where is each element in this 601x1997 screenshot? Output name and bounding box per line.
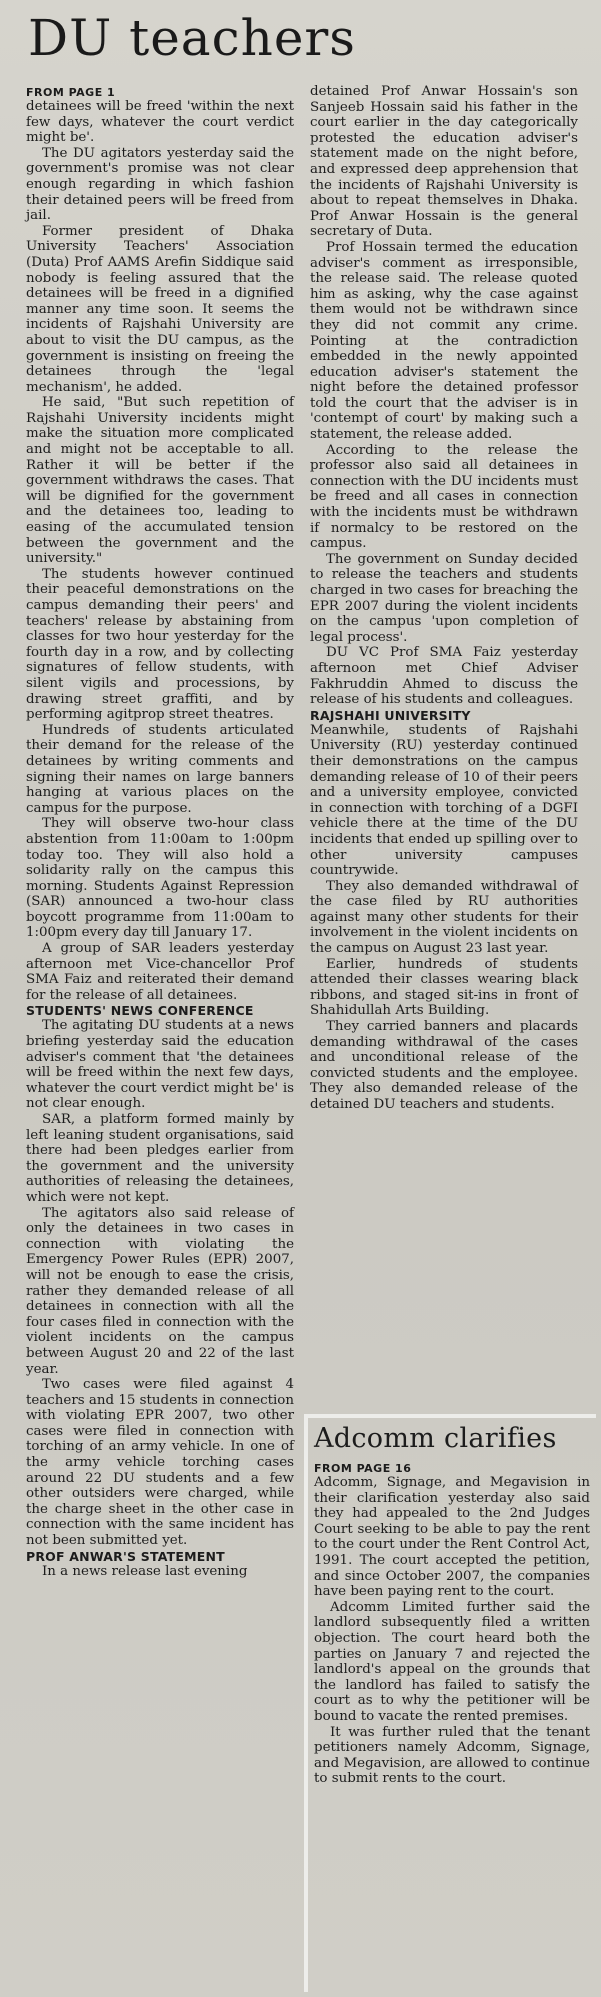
- subhead-news-conference: STUDENTS' NEWS CONFERENCE: [26, 1003, 254, 1019]
- paragraph: The DU agitators yesterday said the government's promise was not clear enough regarding in which fashion their detained peers will be freed from jail.: [26, 145, 294, 224]
- paragraph: They will observe two-hour class abstention from 11:00am to 1:00pm today too. They will also hold a solidarity rally on the campus this morning. Students Against Repression (SAR) announced a two-hour class boycott programme from 11:00am to 1:00pm every day till January 17.: [26, 816, 294, 941]
- paragraph: Meanwhile, students of Rajshahi University (RU) yesterday continued their demonstrations on the campus demanding release of 10 of their peers and a university employee, convicted in connection with torching of a DGFI vehicle there at the time of the DU incidents that ended up spilling over to other university campuses countrywide.: [310, 722, 578, 879]
- paragraph: The agitators also said release of only the detainees in two cases in connection with violating the Emergency Power Rules (EPR) 2007, will not be enough to ease the crisis, rather they demanded release of all detainees in connection with all the four cases filed in connection with the violent incidents on the campus between August 20 and 22 of the last year.: [26, 1205, 294, 1377]
- paragraph: Adcomm Limited further said the landlord subsequently filed a written objection. The court heard both the parties on January 7 and rejected the landlord's appeal on the grounds that the landlord has failed to satisfy the court as to why the petitioner will be bound to vacate the rented premises.: [314, 1599, 590, 1724]
- paragraph: Earlier, hundreds of students attended their classes wearing black ribbons, and staged sit-ins in front of Shahidullah Arts Building.: [310, 956, 578, 1019]
- paragraph: detained Prof Anwar Hossain's son Sanjeeb Hossain said his father in the court earlier in the day categorically protested the education adviser's statement made on the night before, and expressed deep apprehension that the incidents of Rajshahi University is about to repeat themselves in Dhaka. Prof Anwar Hossain is the general secretary of Duta.: [310, 84, 578, 240]
- adcomm-article: [314, 1422, 590, 1787]
- paragraph: They also demanded withdrawal of the case filed by RU authorities against many other students for their involvement in the violent incidents on the campus on August 23 last year.: [310, 878, 578, 957]
- paragraph: He said, "But such repetition of Rajshahi University incidents might make the situation more complicated and might not be acceptable to all. Rather it will be better if the government withdraws the cases. That will be dignified for the government and the detainees too, leading to easing of the accumulated tension between the government and the university.": [26, 395, 294, 567]
- paragraph: A group of SAR leaders yesterday afternoon met Vice-chancellor Prof SMA Faiz and reiterated their demand for the release of all detainees.: [26, 941, 294, 1003]
- paragraph: DU VC Prof SMA Faiz yesterday afternoon met Chief Adviser Fakhruddin Ahmed to discuss the release of his students and colleagues.: [310, 645, 578, 708]
- article-right-column: [310, 84, 578, 1113]
- article-left-column: [26, 86, 294, 1579]
- paragraph: They carried banners and placards demanding withdrawal of the cases and unconditional release of the convicted students and the employee. They also demanded release of the detained DU teachers and students.: [310, 1019, 578, 1112]
- adcomm-article-box: [304, 1414, 596, 1992]
- paragraph: The students however continued their peaceful demonstrations on the campus demanding their peers' and teachers' release by abstaining from classes for two hour yesterday for the fourth day in a row, and by collecting signatures of fellow students, with silent vigils and processions, by drawing street graffiti, and by performing agitprop street theatres.: [26, 566, 294, 723]
- paragraph: Prof Hossain termed the education adviser's comment as irresponsible, the release said. The release quoted him as asking, why the case against them would not be withdrawn since they did not commit any crime. Pointing at the contradiction embedded in the newly appointed education adviser's statement the night before the detained professor told the court that the adviser is in 'contempt of court' by making such a statement, the release added.: [310, 239, 578, 443]
- paragraph: In a news release last evening: [42, 1563, 248, 1579]
- paragraph: SAR, a platform formed mainly by left leaning student organisations, said there had been pledges earlier from the government and the university authorities of releasing the detainees, which were not kept.: [26, 1112, 294, 1205]
- subhead-prof-anwar-statement: PROF ANWAR'S STATEMENT: [26, 1548, 225, 1564]
- paragraph: According to the release the professor also said all detainees in connection with the DU incidents must be freed and all cases in connection with the incidents must be withdrawn if normalcy to be restored on the campus.: [310, 442, 578, 552]
- paragraph: detainees will be freed 'within the next few days, whatever the court verdict might be'.: [26, 99, 294, 146]
- subhead-rajshahi-university: RAJSHAHI UNIVERSITY: [310, 707, 471, 723]
- paragraph: The agitating DU students at a news briefing yesterday said the education adviser's comment that 'the detainees will be freed within the next few days, whatever the court verdict might be' is not clear enough.: [26, 1018, 294, 1112]
- headline: DU teachers: [28, 9, 356, 67]
- paragraph: Two cases were filed against 4 teachers and 15 students in connection with violating EPR 2007, two other cases were filed in connection with torching of an army vehicle. In one of the army vehicle torching cases around 22 DU students and a few other outsiders were charged, while the charge sheet in the other case in connection with the same incident has not been submitted yet.: [26, 1377, 294, 1549]
- adcomm-headline: Adcomm clarifies: [314, 1423, 557, 1454]
- adcomm-kicker: FROM PAGE 16: [314, 1462, 412, 1475]
- paragraph: The government on Sunday decided to release the teachers and students charged in two cases for breaching the EPR 2007 during the violent incidents on the campus 'upon completion of legal process'.: [310, 551, 578, 645]
- continuation-kicker: FROM PAGE 1: [26, 86, 116, 99]
- paragraph: Hundreds of students articulated their demand for the release of the detainees by writing comments and signing their names on large banners hanging at various places on the campus for the purpose.: [26, 722, 294, 816]
- paragraph: Former president of Dhaka University Teachers' Association (Duta) Prof AAMS Arefin Siddique said nobody is feeling assured that the detainees will be freed in a dignified manner any time soon. It seems the incidents of Rajshahi University are about to visit the DU campus, as the government is insisting on freeing the detainees through the 'legal mechanism', he added.: [26, 223, 294, 395]
- paragraph: Adcomm, Signage, and Megavision in their clarification yesterday also said they had appealed to the 2nd Judges Court seeking to be able to pay the rent to the court under the Rent Control Act, 1991. The court accepted the petition, and since October 2007, the companies have been paying rent to the court.: [314, 1475, 590, 1600]
- paragraph: It was further ruled that the tenant petitioners namely Adcomm, Signage, and Megavision, are allowed to continue to submit rents to the court.: [314, 1724, 590, 1787]
